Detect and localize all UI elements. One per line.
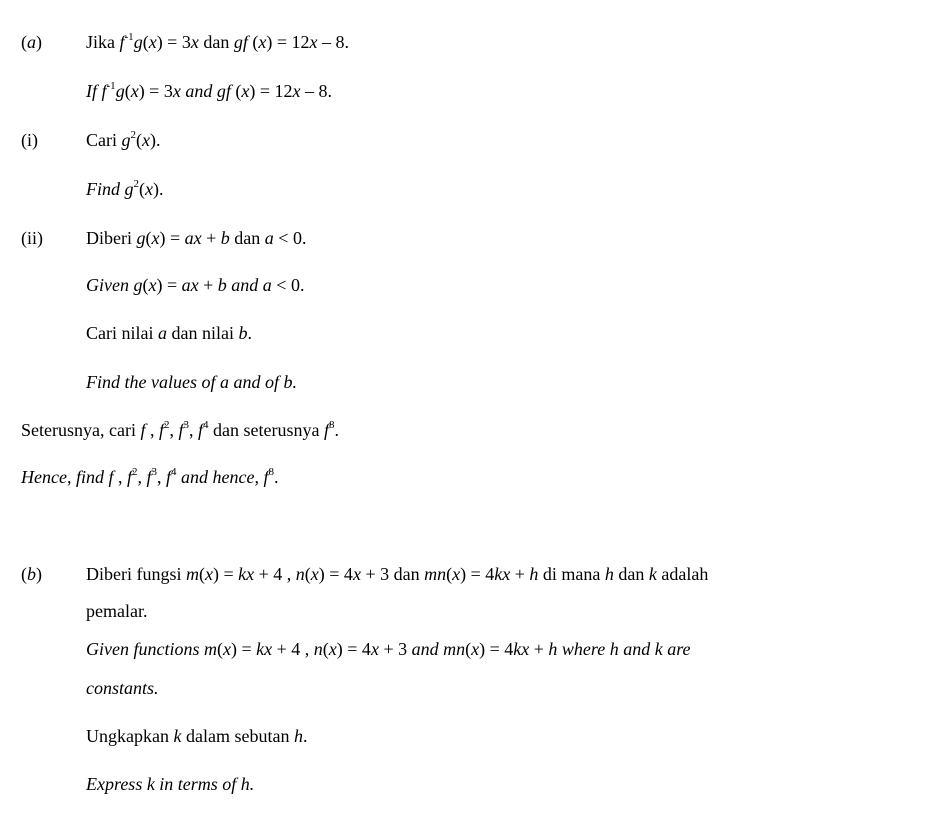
part-i-malay: Cari $g^2(x)$. — [86, 129, 161, 150]
part-b-english-task: Express k in terms of h. — [86, 774, 255, 794]
part-ii-english2: Find the values of a and of b. — [86, 372, 297, 392]
part-a-given-malay: Jika $f^{-1}g(x) = 3x$ dan gf (x) = 12x – 8. — [86, 31, 350, 52]
part-b-malay-line2: pemalar. — [86, 601, 148, 621]
part-a-label: (a) — [21, 32, 42, 52]
part-ii-label: (ii) — [21, 228, 43, 248]
part-i-english: Find $g^2(x)$. — [86, 178, 164, 199]
part-a-given-english: If $f^{-1}g(x) = 3x$ and gf (x) = 12x – 8. — [86, 80, 333, 101]
hence-english: Hence, find f , $f^2$, $f^3$, $f^4$ and hence, $f^8$. — [21, 466, 279, 487]
part-b-malay-task: Ungkapkan k dalam sebutan h. — [86, 726, 308, 746]
part-b-english-line2: constants. — [86, 678, 159, 698]
part-ii-english1: Given g(x) = ax + b and a < 0. — [86, 275, 305, 295]
part-b-english-line1: Given functions m(x) = kx + 4 , n(x) = 4x + 3 and mn(x) = 4kx + h where h and k are — [86, 639, 691, 659]
part-ii-malay1: Diberi g(x) = ax + b dan a < 0. — [86, 228, 307, 248]
hence-malay: Seterusnya, cari f , $f^2$, $f^3$, $f^4$ dan seterusnya $f^8$. — [21, 419, 339, 440]
part-b-label: (b) — [21, 564, 42, 584]
part-ii-malay2: Cari nilai a dan nilai b. — [86, 323, 252, 343]
part-b-malay-line1: Diberi fungsi m(x) = kx + 4 , n(x) = 4x + 3 dan mn(x) = 4kx + h di mana h dan k adalah — [86, 564, 709, 584]
part-i-label: (i) — [21, 130, 38, 150]
